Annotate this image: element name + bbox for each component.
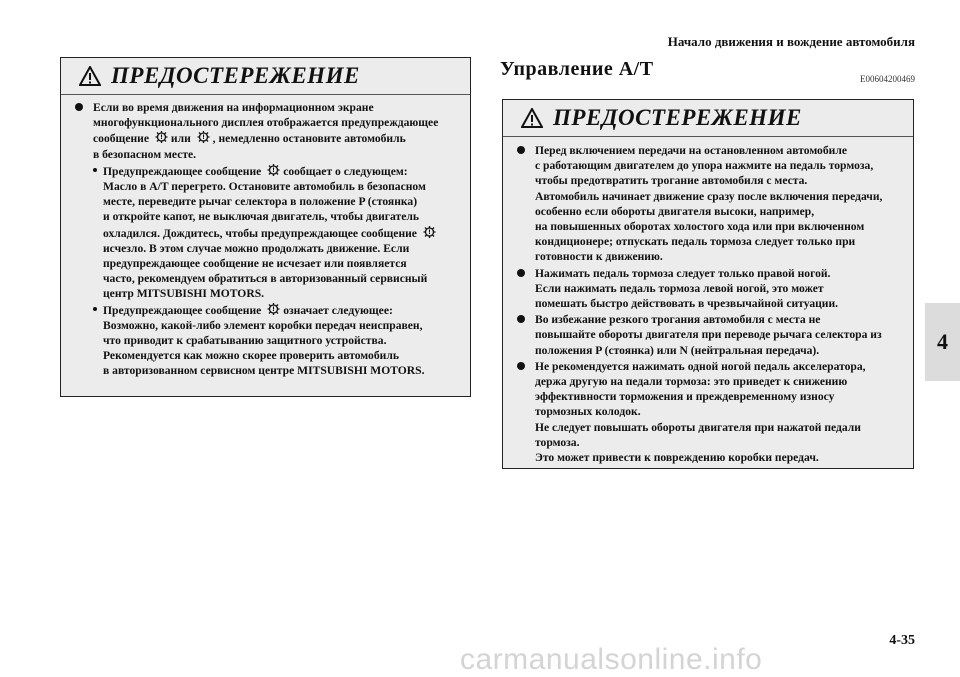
text-line: Не рекомендуется нажимать одной ногой педаль акселератора,	[535, 359, 866, 373]
bullet-icon	[517, 362, 525, 370]
warning-header	[503, 100, 913, 137]
text-fragment: Предупреждающее сообщение	[103, 164, 262, 178]
text-line: Автомобиль начинает движение сразу после включения передачи,	[535, 189, 883, 203]
text-line: что приводит к срабатыванию защитного устройства.	[103, 334, 387, 348]
right-warning-box	[502, 99, 914, 469]
text-fragment: , немедленно остановите автомобиль	[212, 132, 406, 146]
text-line: повышайте обороты двигателя при переводе рычага селектора из	[535, 328, 882, 342]
text-fragment: означает следующее:	[283, 303, 393, 317]
text-line: готовности к движению.	[535, 250, 663, 264]
text-line: Возможно, какой-либо элемент коробки передач неисправен,	[103, 318, 423, 332]
text-line: Это может привести к повреждению коробки передач.	[535, 451, 819, 465]
list-item	[517, 312, 905, 358]
chapter-tab	[925, 303, 960, 381]
text-line: и откройте капот, не выключая двигатель, чтобы двигатель	[103, 210, 420, 224]
text-fragment: Дождитесь, чтобы предупреждающее сообщение	[162, 226, 417, 240]
text-line: предупреждающее сообщение не исчезает или появляется	[103, 257, 407, 271]
text-line: особенно если обороты двигателя высоки, например,	[535, 204, 815, 218]
warning-title: ПРЕДОСТЕРЕЖЕНИЕ	[111, 63, 360, 88]
text-line: Если во время движения на информационном экране	[93, 101, 374, 114]
svg-text:!: !	[160, 134, 163, 142]
text-line: держа другую на педали тормоза: это приведет к снижению	[535, 375, 848, 389]
transmission-warning-icon	[422, 225, 437, 239]
text-line: с работающим двигателем до упора нажмите на педаль тормоза,	[535, 159, 874, 173]
svg-text:!: !	[272, 305, 276, 313]
text-line: на повышенных оборотах холостого хода или при включенном	[535, 220, 865, 234]
text-line: в авторизованном сервисном центре MITSUBISHI MOTORS.	[103, 364, 425, 378]
text-fragment: или	[170, 132, 191, 146]
sub-bullet-icon	[93, 307, 97, 311]
warning-header	[61, 58, 470, 95]
text-fragment: Предупреждающее сообщение	[103, 303, 262, 317]
text-line: Перед включением передачи на остановленном автомобиле	[535, 144, 847, 157]
bullet-icon	[517, 146, 525, 154]
text-fragment: сообщение	[93, 132, 149, 146]
warning-title: ПРЕДОСТЕРЕЖЕНИЕ	[553, 105, 802, 130]
text-line: Не следует повышать обороты двигателя при нажатой педали	[535, 420, 861, 434]
left-warning-box	[60, 57, 471, 397]
sub-list-item	[93, 302, 462, 379]
sub-list-item	[93, 163, 462, 302]
text-line: чтобы предотвратить трогание автомобиля с места.	[535, 174, 808, 188]
section-code: E00604200469	[860, 74, 915, 84]
text-line: помешать быстро действовать в чрезвычайной ситуации.	[535, 297, 839, 311]
text-line: кондиционере; отпускать педаль тормоза следует только при	[535, 235, 856, 249]
transmission-fault-icon	[266, 302, 281, 316]
text-fragment: сообщает о следующем:	[283, 164, 408, 178]
text-line: тормозных колодок.	[535, 405, 641, 419]
text-line	[103, 304, 393, 317]
list-item	[517, 266, 905, 312]
text-line: Нажимать педаль тормоза следует только правой ногой.	[535, 266, 831, 280]
warning-triangle-icon	[79, 66, 101, 86]
list-item	[517, 143, 905, 265]
bullet-icon	[75, 103, 83, 111]
text-line	[163, 227, 439, 240]
text-line: многофункционального дисплея отображается предупреждающее	[93, 116, 439, 130]
text-line: Если нажимать педаль тормоза левой ногой, это может	[535, 281, 824, 295]
watermark: carmanualsonline.info	[460, 643, 763, 676]
text-line: эффективности торможения и преждевременному износу	[535, 390, 835, 404]
text-line	[103, 165, 408, 178]
text-line	[93, 130, 438, 146]
section-title: Управление A/T	[500, 58, 654, 80]
text-line: Во избежание резкого трогания автомобиля с места не	[535, 313, 821, 327]
text-line: охладился.	[103, 226, 160, 240]
text-line: Рекомендуется как можно скорее проверить автомобиль	[103, 349, 399, 363]
warning-triangle-icon	[521, 108, 543, 128]
bullet-icon	[517, 315, 525, 323]
text-line: в безопасном месте.	[93, 147, 197, 161]
warning-body	[503, 137, 913, 465]
list-item	[75, 100, 462, 162]
text-line: центр MITSUBISHI MOTORS.	[103, 287, 265, 301]
text-line: месте, переведите рычаг селектора в положение P (стоянка)	[103, 195, 418, 209]
running-header: Начало движения и вождение автомобиля	[667, 34, 915, 49]
text-line: Масло в A/T перегрето. Остановите автомобиль в безопасном	[103, 180, 426, 194]
transmission-warning-icon	[154, 130, 169, 144]
sub-bullet-icon	[93, 168, 97, 172]
warning-body	[61, 95, 470, 379]
text-line: часто, рекомендуем обратиться в авторизованный сервисный	[103, 272, 428, 286]
list-item	[517, 359, 905, 465]
text-line: тормоза.	[535, 435, 580, 449]
page-number: 4-35	[889, 633, 915, 648]
text-line: исчезло. В этом случае можно продолжать движение. Если	[103, 241, 410, 255]
transmission-warning-icon	[266, 163, 281, 177]
svg-text:!: !	[201, 134, 205, 142]
svg-text:!: !	[272, 167, 276, 175]
svg-text:!: !	[427, 228, 431, 236]
chapter-number: 4	[937, 329, 948, 354]
transmission-fault-icon	[196, 130, 211, 144]
bullet-icon	[517, 269, 525, 277]
text-line: положения P (стоянка) или N (нейтральная передача).	[535, 343, 820, 357]
